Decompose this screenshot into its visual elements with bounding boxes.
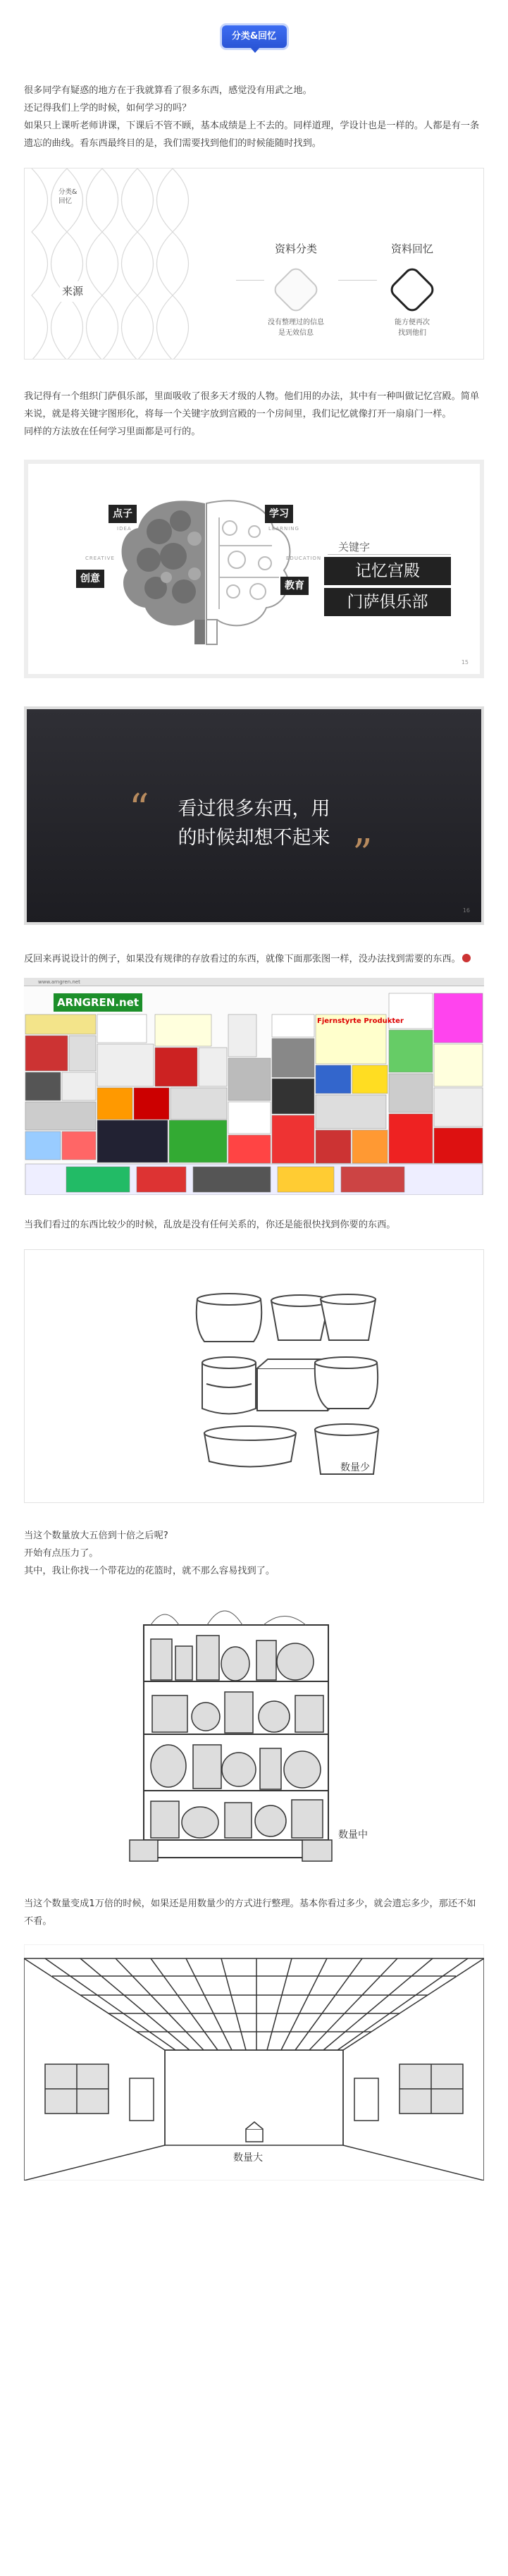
column-title: 资料分类 bbox=[274, 243, 317, 256]
mesh-pattern bbox=[25, 168, 204, 360]
keyword-memory-palace: 记忆宫殿 bbox=[324, 557, 451, 585]
inline-emoji-icon bbox=[462, 954, 471, 962]
section-title: 分类&回忆 bbox=[222, 25, 287, 48]
browser-address-bar: www.arngren.net bbox=[24, 978, 484, 986]
paragraph: 还记得我们上学的时候，如何学习的吗？ bbox=[24, 103, 192, 114]
diagram-tag: 分类& 回忆 bbox=[58, 188, 78, 205]
large-items-illustration bbox=[24, 1944, 484, 2181]
product-collage bbox=[24, 986, 484, 1195]
paragraph: 同样的方法放在任何学习里面都是可行的。 bbox=[24, 427, 201, 438]
warehouse-drawing bbox=[24, 1944, 484, 2181]
label-education: EDUCATION bbox=[286, 555, 322, 561]
quote-line: 看过很多东西，用 bbox=[178, 797, 330, 820]
keyword-heading: 关键字 bbox=[338, 540, 371, 553]
slide-page-number: 16 bbox=[462, 907, 470, 914]
few-items-illustration bbox=[24, 1249, 484, 1503]
paragraph: 当我们看过的东西比较少的时候，乱放是没有任何关系的，你还是能很快找到你要的东西。 bbox=[24, 1219, 396, 1230]
recall-diamond-icon bbox=[388, 264, 438, 314]
paragraph: 当这个数量变成1万倍的时候，如果还是用数量少的方式进行整理。基本你看过多少，就会遗忘多少，那还不如不看。 bbox=[24, 1898, 476, 1927]
column-title: 资料回忆 bbox=[390, 243, 433, 256]
label-creative: CREATIVE bbox=[85, 555, 115, 561]
brain-illustration bbox=[80, 489, 322, 651]
brain-slide bbox=[24, 460, 484, 678]
site-headline: Fjernstyrte Produkter bbox=[317, 1017, 404, 1025]
quote-slide bbox=[24, 706, 484, 925]
keyword-mensa-club: 门萨俱乐部 bbox=[324, 588, 451, 616]
label-idea: IDEA bbox=[117, 525, 132, 532]
classify-diamond-icon bbox=[271, 264, 321, 314]
medium-items-illustration bbox=[24, 1597, 484, 1875]
cluttered-website-screenshot bbox=[24, 978, 484, 1195]
chip-point: 点子 bbox=[109, 505, 137, 523]
keyword-divider bbox=[328, 554, 451, 555]
paragraph: 开始有点压力了。 bbox=[24, 1547, 99, 1559]
paragraph: 如果只上课听老师讲课，下课后不管不顾，基本成绩是上不去的。同样道理，学设计也是一样的。人都是有一条遗忘的曲线。看东西最终目的是，我们需要找到他们的时候能随时找到。 bbox=[24, 121, 480, 149]
site-logo: ARNGREN.net bbox=[54, 993, 142, 1012]
source-diagram bbox=[24, 168, 484, 360]
paragraph: 其中，我让你找一个带花边的花篮时，就不那么容易找到了。 bbox=[24, 1565, 275, 1576]
chip-education: 教育 bbox=[280, 577, 309, 595]
slide-page-number: 15 bbox=[461, 659, 469, 666]
bottom-spacer bbox=[24, 2181, 484, 2209]
pots-drawing bbox=[25, 1250, 484, 1503]
open-quote-icon: “ bbox=[129, 785, 149, 832]
section-heading-badge bbox=[222, 25, 287, 54]
paragraph: 我记得有一个组织门萨俱乐部，里面吸收了很多天才级的人物。他们用的办法，其中有一种叫做记忆宫殿。简单来说，就是将关键字图形化，将每一个关键字放到宫殿的一个房间里，我们记忆就像打开一扇扇门一样。 bbox=[24, 391, 480, 420]
paragraph: 很多同学有疑惑的地方在于我就算看了很多东西，感觉没有用武之地。 bbox=[24, 85, 312, 96]
column-description: 没有整理过的信息 是无效信息 bbox=[268, 318, 324, 338]
source-label: 来源 bbox=[60, 281, 85, 302]
article bbox=[0, 25, 508, 2209]
paragraph: 当这个数量放大五倍到十倍之后呢? bbox=[24, 1530, 168, 1541]
caption-medium: 数量中 bbox=[338, 1829, 368, 1841]
caption-large: 数量大 bbox=[233, 2152, 263, 2164]
column-recall bbox=[366, 239, 458, 339]
paragraph: 反回来再说设计的例子，如果没有规律的存放看过的东西，就像下面那张图一样，没办法找到需要的东西。 bbox=[24, 950, 484, 968]
shelf-drawing bbox=[24, 1597, 484, 1875]
column-description: 能方便再次 找到他们 bbox=[395, 318, 430, 338]
quote-line: 的时候却想不起来 bbox=[178, 826, 330, 849]
close-quote-icon: ” bbox=[352, 830, 373, 877]
chip-creative: 创意 bbox=[76, 570, 104, 588]
caption-few: 数量少 bbox=[340, 1461, 370, 1473]
chip-study: 学习 bbox=[265, 505, 293, 523]
badge-tail bbox=[250, 47, 260, 53]
column-classify bbox=[250, 239, 342, 339]
label-learning: LEARNING bbox=[268, 525, 299, 532]
